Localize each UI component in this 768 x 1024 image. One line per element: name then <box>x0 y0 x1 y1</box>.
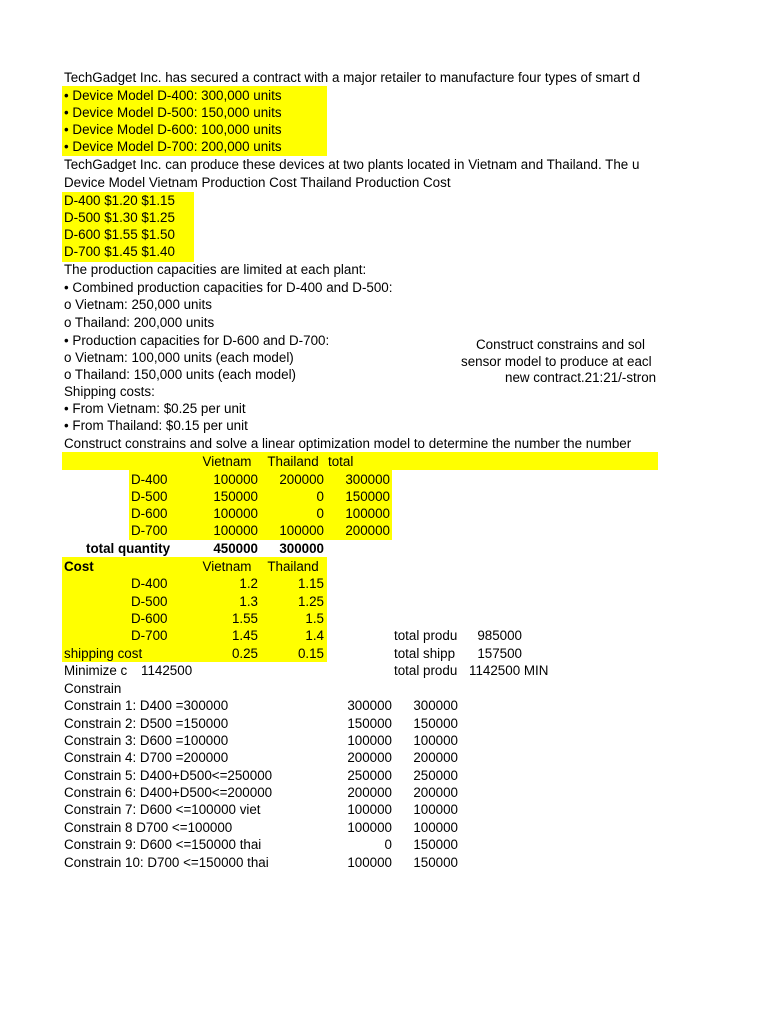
constraint-rhs: 100000 <box>413 733 458 748</box>
cost-cell: 1.45 <box>231 628 258 643</box>
constraint-label: Constrain 9: D600 <=150000 thai <box>64 837 262 852</box>
shipping-heading: Shipping costs: <box>64 384 155 399</box>
bullet-d700: • Device Model D-700: 200,000 units <box>64 139 282 154</box>
qty-cell: 200000 <box>345 523 390 538</box>
qty-header-total: total <box>328 454 354 469</box>
cost-cell: 1.3 <box>239 594 258 609</box>
qty-cell: 150000 <box>345 489 390 504</box>
constraint-rhs: 150000 <box>413 716 458 731</box>
constraint-rhs: 150000 <box>413 855 458 870</box>
constraint-label: Constrain 5: D400+D500<=250000 <box>64 768 273 783</box>
total-production-value: 985000 <box>477 628 522 643</box>
qty-cell: 150000 <box>213 489 258 504</box>
shipping-cost-vietnam: 0.25 <box>231 646 258 661</box>
side-note-line: Construct constrains and sol <box>476 337 645 352</box>
side-note-line: new contract.21:21/-stron <box>505 370 657 385</box>
constraints-title: Constrain <box>64 681 122 696</box>
cost-header-vietnam: Vietnam <box>202 559 252 574</box>
constraint-label: Constrain 8 D700 <=100000 <box>64 820 233 835</box>
total-quantity-thailand: 300000 <box>279 541 324 556</box>
capacity-line: o Vietnam: 250,000 units <box>64 297 212 312</box>
constraint-label: Constrain 3: D600 =100000 <box>64 733 229 748</box>
constraint-lhs: 200000 <box>347 785 392 800</box>
constraint-lhs: 100000 <box>347 855 392 870</box>
cost-row-d600: D-600 $1.55 $1.50 <box>64 227 175 242</box>
capacity-line: o Vietnam: 100,000 units (each model) <box>64 350 294 365</box>
capacity-line: • Combined production capacities for D-400 and D-500: <box>64 280 393 295</box>
qty-header-thailand: Thailand <box>267 454 319 469</box>
cost-row-d700: D-700 $1.45 $1.40 <box>64 244 175 259</box>
constraint-lhs: 100000 <box>347 802 392 817</box>
highlight-table-header <box>62 452 658 470</box>
qty-cell: 0 <box>316 489 324 504</box>
qty-model-d500: D-500 <box>131 489 168 504</box>
cost-model-d500: D-500 <box>131 594 168 609</box>
qty-model-d700: D-700 <box>131 523 168 538</box>
shipping-cost-thailand: 0.15 <box>297 646 324 661</box>
constraint-label: Constrain 6: D400+D500<=200000 <box>64 785 273 800</box>
minimize-label: Minimize c <box>64 663 128 678</box>
capacity-line: • Production capacities for D-600 and D-700: <box>64 333 330 348</box>
cost-cell: 1.25 <box>297 594 324 609</box>
constraint-label: Constrain 7: D600 <=100000 viet <box>64 802 261 817</box>
minimize-value: 1142500 <box>141 663 193 678</box>
constraint-label: Constrain 1: D400 =300000 <box>64 698 229 713</box>
capacity-line: The production capacities are limited at each plant: <box>64 262 367 277</box>
constraint-rhs: 200000 <box>413 750 458 765</box>
cost-table-label: Cost <box>64 559 94 574</box>
cost-row-d500: D-500 $1.30 $1.25 <box>64 210 175 225</box>
bullet-d500: • Device Model D-500: 150,000 units <box>64 105 282 120</box>
side-note-line: sensor model to produce at eacl <box>461 354 652 369</box>
cost-cell: 1.2 <box>239 576 258 591</box>
shipping-cost-label: shipping cost <box>64 646 143 661</box>
total-shipping-label: total shipp <box>394 646 456 661</box>
cost-cell: 1.5 <box>305 611 324 626</box>
qty-cell: 300000 <box>345 472 390 487</box>
qty-model-d600: D-600 <box>131 506 168 521</box>
constraint-rhs: 150000 <box>413 837 458 852</box>
capacity-line: o Thailand: 200,000 units <box>64 315 215 330</box>
cost-cell: 1.4 <box>305 628 324 643</box>
qty-cell: 100000 <box>213 523 258 538</box>
qty-cell: 0 <box>316 506 324 521</box>
qty-cell: 100000 <box>279 523 324 538</box>
constraint-rhs: 250000 <box>413 768 458 783</box>
constraint-rhs: 100000 <box>413 820 458 835</box>
constraint-label: Constrain 4: D700 =200000 <box>64 750 229 765</box>
constraint-rhs: 200000 <box>413 785 458 800</box>
constraint-rhs: 300000 <box>413 698 458 713</box>
total-cost-value: 1142500 MIN <box>469 663 549 678</box>
shipping-thailand: • From Thailand: $0.15 per unit <box>64 418 248 433</box>
qty-cell: 100000 <box>213 506 258 521</box>
capacity-line: o Thailand: 150,000 units (each model) <box>64 367 297 382</box>
bullet-d600: • Device Model D-600: 100,000 units <box>64 122 282 137</box>
constraint-lhs: 250000 <box>347 768 392 783</box>
cost-row-d400: D-400 $1.20 $1.15 <box>64 193 175 208</box>
plants-line: TechGadget Inc. can produce these devices at two plants located in Vietnam and Thailand. The u <box>64 157 640 172</box>
constraint-label: Constrain 2: D500 =150000 <box>64 716 229 731</box>
constraint-label: Constrain 10: D700 <=150000 thai <box>64 855 269 870</box>
total-quantity-vietnam: 450000 <box>213 541 258 556</box>
constraint-rhs: 100000 <box>413 802 458 817</box>
qty-cell: 100000 <box>345 506 390 521</box>
constraint-lhs: 300000 <box>347 698 392 713</box>
constraint-lhs: 0 <box>384 837 392 852</box>
qty-model-d400: D-400 <box>131 472 168 487</box>
constraint-lhs: 200000 <box>347 750 392 765</box>
shipping-vietnam: • From Vietnam: $0.25 per unit <box>64 401 246 416</box>
cost-model-d600: D-600 <box>131 611 168 626</box>
total-quantity-label: total quantity <box>86 541 171 556</box>
cost-cell: 1.15 <box>297 576 324 591</box>
total-production-label: total produ <box>394 628 458 643</box>
qty-cell: 100000 <box>213 472 258 487</box>
constraint-lhs: 100000 <box>347 820 392 835</box>
qty-header-vietnam: Vietnam <box>202 454 252 469</box>
task-line: Construct constrains and solve a linear optimization model to determine the number the number <box>64 436 632 451</box>
total-shipping-value: 157500 <box>477 646 522 661</box>
cost-model-d400: D-400 <box>131 576 168 591</box>
cost-model-d700: D-700 <box>131 628 168 643</box>
constraint-lhs: 150000 <box>347 716 392 731</box>
bullet-d400: • Device Model D-400: 300,000 units <box>64 88 282 103</box>
cost-cell: 1.55 <box>231 611 258 626</box>
qty-cell: 200000 <box>279 472 324 487</box>
cost-header-thailand: Thailand <box>267 559 319 574</box>
total-cost-label: total produ <box>394 663 458 678</box>
intro-line: TechGadget Inc. has secured a contract with a major retailer to manufacture four types of smart d <box>64 70 641 85</box>
cost-header-line: Device Model Vietnam Production Cost Thailand Production Cost <box>64 175 451 190</box>
constraint-lhs: 100000 <box>347 733 392 748</box>
